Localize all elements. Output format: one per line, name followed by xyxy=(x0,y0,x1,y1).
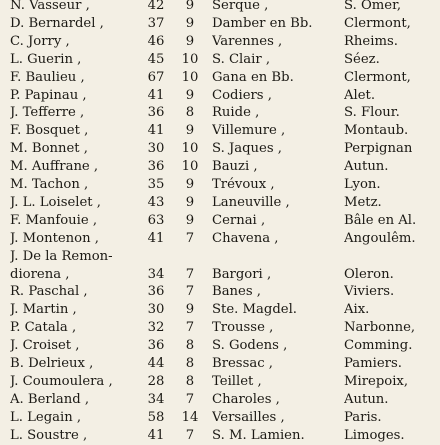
entry-years: 14 xyxy=(181,409,199,425)
entry-diocese: S. Flour. xyxy=(344,105,400,121)
entry-years: 8 xyxy=(185,338,195,354)
entry-place: S. Jaques , xyxy=(212,141,282,157)
entry-name: L. Legain , xyxy=(10,409,82,425)
entry-diocese: Aix. xyxy=(344,302,370,318)
entry-place: Varennes , xyxy=(212,33,283,49)
entry-place: S. M. Lamien. xyxy=(212,427,305,443)
entry-name: R. Paschal , xyxy=(10,284,88,300)
entry-place: Ruide , xyxy=(212,105,260,121)
entry-diocese: Bâle en Al. xyxy=(344,212,417,228)
entry-age: 63 xyxy=(147,212,165,228)
entry-name: D. Bernardel , xyxy=(10,15,104,31)
register-row xyxy=(0,158,440,176)
entry-years: 10 xyxy=(181,51,199,67)
entry-age: 34 xyxy=(147,266,165,282)
entry-years: 9 xyxy=(185,177,195,192)
entry-name: J. Croiset , xyxy=(10,338,80,354)
entry-place: Cernai , xyxy=(212,212,266,228)
entry-age: 32 xyxy=(147,320,165,336)
entry-place: S. Godens , xyxy=(212,338,288,354)
entry-age: 41 xyxy=(147,87,165,103)
entry-name: F. Bosquet , xyxy=(10,123,89,139)
entry-years: 9 xyxy=(185,302,195,318)
entry-age: 41 xyxy=(147,123,165,139)
entry-age: 36 xyxy=(147,105,165,121)
entry-years: 7 xyxy=(185,427,195,443)
entry-place: Codiers , xyxy=(212,87,272,103)
entry-name: F. Baulieu , xyxy=(10,69,85,85)
entry-age: 43 xyxy=(147,194,165,210)
entry-place: Teillet , xyxy=(212,373,262,389)
entry-age: 36 xyxy=(147,284,165,300)
entry-name: J. Tefferre , xyxy=(10,105,85,121)
entry-place: Versailles , xyxy=(212,409,285,425)
register-row xyxy=(0,355,440,373)
entry-age: 28 xyxy=(147,373,165,389)
register-row xyxy=(0,69,440,87)
entry-diocese: Angoulêm. xyxy=(344,230,416,246)
entry-years: 8 xyxy=(185,356,195,371)
entry-years: 10 xyxy=(181,69,199,85)
entry-age: 41 xyxy=(147,427,165,443)
entry-name: M. Auffrane , xyxy=(10,159,99,175)
entry-place: Trévoux , xyxy=(212,177,275,192)
entry-name: diorena , xyxy=(10,266,70,282)
entry-name: J. Montenon , xyxy=(10,230,99,246)
entry-name: L. Guerin , xyxy=(10,51,82,67)
entry-age: 30 xyxy=(147,302,165,318)
entry-years: 8 xyxy=(185,105,195,121)
entry-diocese: Paris. xyxy=(344,409,382,425)
entry-diocese: Clermont, xyxy=(344,69,411,85)
entry-age: 34 xyxy=(147,391,165,407)
entry-age: 35 xyxy=(147,177,165,192)
entry-name: F. Manfouie , xyxy=(10,212,98,228)
entry-place: Trousse , xyxy=(212,320,274,336)
entry-years: 9 xyxy=(185,15,195,31)
entry-years: 7 xyxy=(185,266,195,282)
entry-years: 7 xyxy=(185,284,195,300)
entry-name: B. Delrieux , xyxy=(10,356,94,371)
entry-years: 9 xyxy=(185,0,195,13)
entry-years: 7 xyxy=(185,391,195,407)
entry-place: Bargori , xyxy=(212,266,272,282)
register-row xyxy=(0,391,440,409)
entry-age: 42 xyxy=(147,0,165,13)
register-row xyxy=(0,337,440,355)
entry-years: 9 xyxy=(185,194,195,210)
entry-age: 44 xyxy=(147,356,165,371)
entry-age: 46 xyxy=(147,33,165,49)
register-row xyxy=(0,212,440,230)
entry-years: 10 xyxy=(181,141,199,157)
register-row xyxy=(0,194,440,212)
register-row xyxy=(0,301,440,319)
entry-years: 9 xyxy=(185,87,195,103)
register-row xyxy=(0,319,440,337)
entry-place: Banes , xyxy=(212,284,262,300)
register-row xyxy=(0,33,440,51)
entry-place: Bauzi , xyxy=(212,159,258,175)
register-row xyxy=(0,176,440,194)
register-row xyxy=(0,283,440,301)
entry-age: 36 xyxy=(147,159,165,175)
register-row xyxy=(0,104,440,122)
entry-diocese: Narbonne, xyxy=(344,320,416,336)
entry-place: Ste. Magdel. xyxy=(212,302,297,318)
entry-age: 45 xyxy=(147,51,165,67)
entry-age: 67 xyxy=(147,69,165,85)
register-row xyxy=(0,409,440,427)
entry-name: M. Tachon , xyxy=(10,177,89,192)
entry-name: C. Jorry , xyxy=(10,33,70,49)
entry-diocese: Limoges. xyxy=(344,427,405,443)
entry-name: M. Bonnet , xyxy=(10,141,88,157)
entry-diocese: Viviers. xyxy=(344,284,395,300)
entry-place: S. Clair , xyxy=(212,51,271,67)
register-row xyxy=(0,0,440,15)
register-row xyxy=(0,122,440,140)
entry-diocese: Séez. xyxy=(344,51,380,67)
entry-diocese: Alet. xyxy=(344,87,376,103)
entry-name: N. Vasseur , xyxy=(10,0,90,13)
entry-years: 9 xyxy=(185,33,195,49)
entry-name: J. De la Remon- xyxy=(10,248,113,264)
entry-years: 10 xyxy=(181,159,199,175)
register-row xyxy=(0,140,440,158)
entry-years: 7 xyxy=(185,230,195,246)
entry-diocese: Rheims. xyxy=(344,33,398,49)
register-row xyxy=(0,427,440,445)
entry-place: Damber en Bb. xyxy=(212,15,313,31)
entry-age: 37 xyxy=(147,15,165,31)
register-row xyxy=(0,248,440,266)
entry-name: P. Catala , xyxy=(10,320,77,336)
entry-diocese: Comming. xyxy=(344,338,413,354)
entry-diocese: Autun. xyxy=(344,159,389,175)
entry-diocese: S. Omer, xyxy=(344,0,402,13)
register-row xyxy=(0,266,440,284)
entry-name: J. Coumoulera , xyxy=(10,373,113,389)
entry-place: Bressac , xyxy=(212,356,273,371)
entry-diocese: Metz. xyxy=(344,194,382,210)
entry-diocese: Clermont, xyxy=(344,15,411,31)
entry-years: 7 xyxy=(185,320,195,336)
entry-diocese: Autun. xyxy=(344,391,389,407)
entry-place: Charoles , xyxy=(212,391,280,407)
entry-place: Gana en Bb. xyxy=(212,69,294,85)
entry-age: 41 xyxy=(147,230,165,246)
entry-place: Serque , xyxy=(212,0,269,13)
entry-name: A. Berland , xyxy=(10,391,90,407)
entry-name: P. Papinau , xyxy=(10,87,87,103)
entry-diocese: Pamiers. xyxy=(344,356,402,371)
entry-age: 36 xyxy=(147,338,165,354)
register-row xyxy=(0,87,440,105)
entry-years: 9 xyxy=(185,123,195,139)
entry-diocese: Lyon. xyxy=(344,177,381,192)
entry-name: J. Martin , xyxy=(10,302,77,318)
entry-diocese: Perpignan xyxy=(344,141,413,157)
register-row xyxy=(0,15,440,33)
entry-age: 30 xyxy=(147,141,165,157)
entry-place: Villemure , xyxy=(212,123,286,139)
entry-diocese: Mirepoix, xyxy=(344,373,409,389)
register-row xyxy=(0,51,440,69)
entry-years: 9 xyxy=(185,212,195,228)
entry-years: 8 xyxy=(185,373,195,389)
entry-age: 58 xyxy=(147,409,165,425)
entry-diocese: Oleron. xyxy=(344,266,394,282)
entry-name: J. L. Loiselet , xyxy=(10,194,101,210)
entry-place: Laneuville , xyxy=(212,194,290,210)
register-row xyxy=(0,373,440,391)
entry-diocese: Montaub. xyxy=(344,123,409,139)
entry-name: L. Soustre , xyxy=(10,427,88,443)
entry-place: Chavena , xyxy=(212,230,279,246)
register-row xyxy=(0,230,440,248)
